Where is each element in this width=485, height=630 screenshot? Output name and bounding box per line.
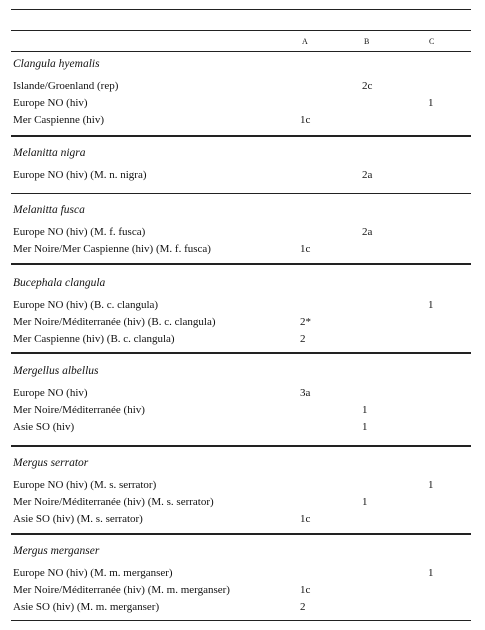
column-a-value: 1c <box>300 584 311 596</box>
species-section <box>13 276 471 348</box>
section-divider <box>11 352 471 354</box>
population-label: Mer Caspienne (hiv) (B. c. clangula) <box>13 333 175 345</box>
top-rule <box>11 9 471 10</box>
bottom-rule <box>11 620 471 621</box>
table-row <box>13 582 471 599</box>
species-section <box>13 146 471 184</box>
column-c-value: 1 <box>428 97 434 109</box>
table-row <box>13 599 471 616</box>
section-divider <box>11 263 471 265</box>
header-bottom-rule <box>11 51 471 52</box>
population-label: Asie SO (hiv) (M. s. serrator) <box>13 513 143 525</box>
species-name: Bucephala clangula <box>13 277 106 289</box>
table-row <box>13 241 471 258</box>
population-label: Islande/Groenland (rep) <box>13 80 119 92</box>
column-a-value: 2* <box>300 316 311 328</box>
population-label: Mer Caspienne (hiv) <box>13 114 105 126</box>
column-b-value: 1 <box>362 421 368 433</box>
column-header-c: C <box>429 37 435 46</box>
species-name: Mergus serrator <box>13 457 89 469</box>
population-label: Europe NO (hiv) (M. f. fusca) <box>13 226 146 238</box>
species-name: Melanitta nigra <box>13 147 86 159</box>
species-section <box>13 203 471 258</box>
column-b-value: 2c <box>362 80 373 92</box>
column-b-value: 1 <box>362 496 368 508</box>
header-top-rule <box>11 30 471 31</box>
column-header-a: A <box>302 37 308 46</box>
population-label: Mer Noire/Méditerranée (hiv) <box>13 404 145 416</box>
population-label: Europe NO (hiv) (M. s. serrator) <box>13 479 157 491</box>
column-b-value: 1 <box>362 404 368 416</box>
table-row <box>13 565 471 582</box>
column-a-value: 2 <box>300 333 306 345</box>
table-row <box>13 331 471 348</box>
section-divider <box>11 135 471 137</box>
population-label: Europe NO (hiv) (M. n. nigra) <box>13 169 147 181</box>
species-section <box>13 456 471 528</box>
species-name: Mergellus albellus <box>13 365 99 377</box>
table-row <box>13 314 471 331</box>
column-a-value: 3a <box>300 387 311 399</box>
population-label: Mer Noire/Méditerranée (hiv) (M. m. merganser) <box>13 584 230 596</box>
population-label: Mer Noire/Méditerranée (hiv) (B. c. clangula) <box>13 316 216 328</box>
column-a-value: 2 <box>300 601 306 613</box>
population-label: Europe NO (hiv) <box>13 97 88 109</box>
table-row <box>13 511 471 528</box>
table-row <box>13 224 471 241</box>
column-b-value: 2a <box>362 169 373 181</box>
column-c-value: 1 <box>428 299 434 311</box>
population-label: Europe NO (hiv) <box>13 387 88 399</box>
population-label: Mer Noire/Mer Caspienne (hiv) (M. f. fusca) <box>13 243 211 255</box>
species-section <box>13 364 471 436</box>
table-row <box>13 95 471 112</box>
species-name: Clangula hyemalis <box>13 58 100 70</box>
population-label: Asie SO (hiv) <box>13 421 75 433</box>
section-divider <box>11 445 471 447</box>
table-row <box>13 494 471 511</box>
species-section <box>13 57 471 129</box>
table-row <box>13 385 471 402</box>
table-row <box>13 477 471 494</box>
table-row <box>13 167 471 184</box>
column-header-b: B <box>364 37 370 46</box>
population-label: Mer Noire/Méditerranée (hiv) (M. s. serrator) <box>13 496 214 508</box>
population-label: Asie SO (hiv) (M. m. merganser) <box>13 601 160 613</box>
species-section <box>13 544 471 616</box>
species-name: Mergus merganser <box>13 545 100 557</box>
table-row <box>13 419 471 436</box>
column-b-value: 2a <box>362 226 373 238</box>
column-a-value: 1c <box>300 243 311 255</box>
column-c-value: 1 <box>428 479 434 491</box>
section-divider <box>11 193 471 194</box>
population-label: Europe NO (hiv) (M. m. merganser) <box>13 567 173 579</box>
column-c-value: 1 <box>428 567 434 579</box>
table-row <box>13 112 471 129</box>
species-name: Melanitta fusca <box>13 204 85 216</box>
table-row <box>13 297 471 314</box>
population-label: Europe NO (hiv) (B. c. clangula) <box>13 299 159 311</box>
column-a-value: 1c <box>300 114 311 126</box>
column-a-value: 1c <box>300 513 311 525</box>
table-row <box>13 78 471 95</box>
section-divider <box>11 533 471 535</box>
table-row <box>13 402 471 419</box>
